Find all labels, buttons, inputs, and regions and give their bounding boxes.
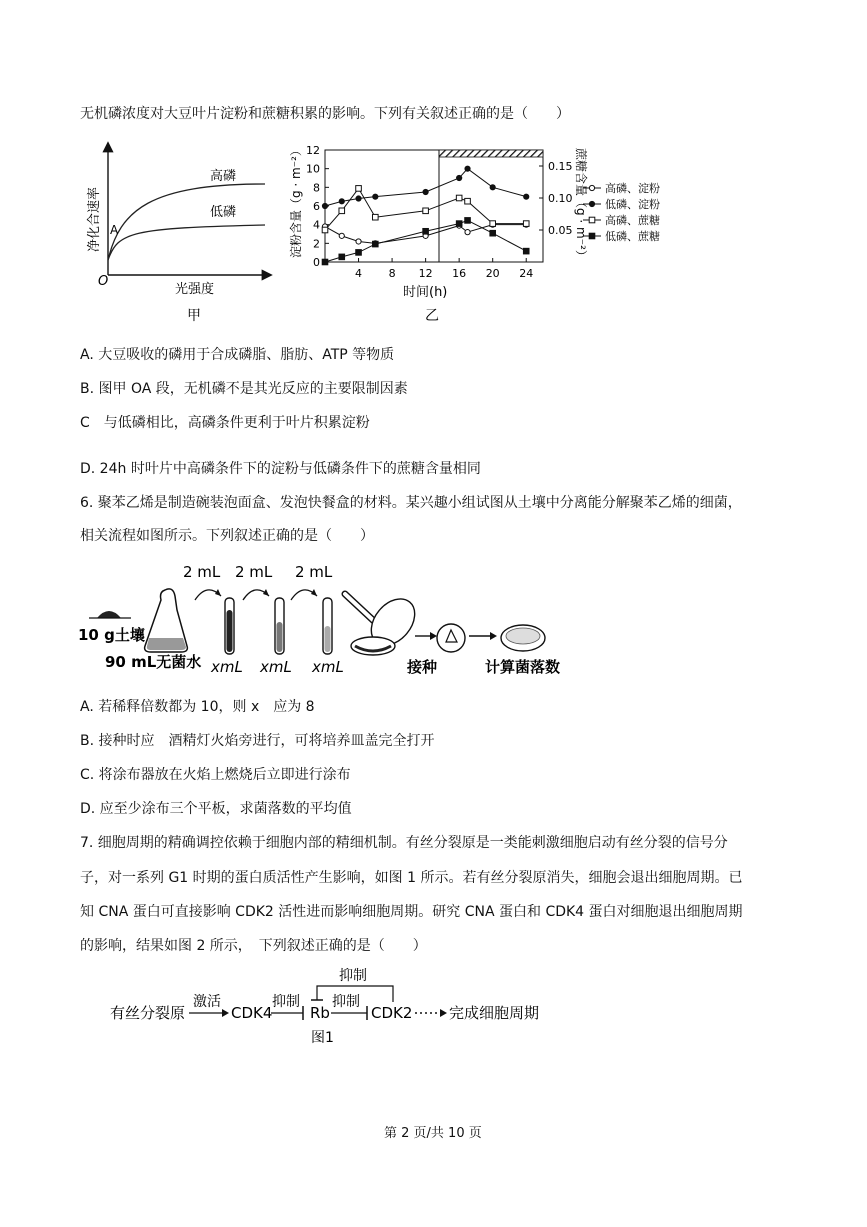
- flask-liquid: [147, 638, 186, 650]
- yi-point-3-1: [339, 254, 345, 260]
- q6-option-b: B. 接种时应 酒精灯火焰旁进行，可将培养皿盖完全打开: [80, 733, 435, 749]
- fig1-label-activate: 激活: [193, 994, 221, 1010]
- jia-high-label: 高磷: [210, 169, 237, 184]
- fig1-dotted-arrow-head: [440, 1009, 447, 1017]
- yi-x-tick-label-0: 4: [355, 267, 363, 280]
- yi-point-3-7: [490, 230, 496, 236]
- yi-point-3-4: [423, 228, 429, 234]
- transfer-label-3: 2 mL: [295, 563, 333, 581]
- transfer-label-1: 2 mL: [183, 563, 221, 581]
- fig1-node-mitogen: 有丝分裂原: [110, 1004, 186, 1022]
- jia-xlabel: 光强度: [175, 282, 215, 297]
- yi-point-2-6: [465, 198, 471, 204]
- yi-legend-label-0: 高磷、淀粉: [605, 182, 660, 195]
- tube-1-liquid: [227, 610, 233, 652]
- q5-stem: 无机磷浓度对大豆叶片淀粉和蔗糖积累的影响。下列有关叙述正确的是（ ）: [80, 106, 570, 122]
- page-footer: 第 2 页/共 10 页: [384, 1126, 482, 1141]
- yi-legend-marker-1: [589, 201, 594, 206]
- q7-line-2: 子，对一系列 G1 时期的蛋白质活性产生影响，如图 1 所示。若有丝分裂原消失，细胞会退出细胞周期。已: [80, 870, 743, 886]
- yi-point-3-5: [456, 221, 462, 227]
- yi-series-line-3: [325, 220, 526, 262]
- yi-left-tick-label-2: 4: [313, 218, 320, 232]
- yi-point-3-6: [465, 218, 471, 224]
- colony-plate-inner: [506, 628, 540, 644]
- yi-caption: 乙: [425, 308, 439, 324]
- yi-point-0-6: [465, 230, 470, 235]
- yi-dark-band: [439, 150, 543, 157]
- yi-point-1-4: [423, 189, 428, 194]
- fig1-node-cdk2: CDK2: [371, 1004, 413, 1022]
- jia-point-a: A: [110, 223, 119, 237]
- q6-stem-line2: 相关流程如图所示。下列叙述正确的是（ ）: [80, 528, 374, 544]
- flow-arrow-1-head: [430, 632, 437, 640]
- yi-ylabel-left: 淀粉含量（g · m⁻²）: [289, 144, 303, 258]
- yi-x-tick-label-5: 24: [519, 267, 534, 280]
- q5-option-a: A. 大豆吸收的磷用于合成磷脂、脂肪、ATP 等物质: [80, 347, 395, 363]
- yi-point-3-8: [523, 248, 529, 254]
- q7-figure-1: [105, 960, 565, 1050]
- yi-point-1-2: [356, 196, 361, 201]
- yi-point-0-2: [356, 239, 361, 244]
- yi-right-tick-label-2: 0.15: [548, 160, 573, 173]
- yi-plot-frame: [325, 150, 543, 262]
- yi-point-1-6: [465, 166, 470, 171]
- yi-left-tick-label-5: 10: [306, 162, 320, 176]
- yi-x-tick-label-3: 16: [452, 267, 467, 280]
- yi-point-0-1: [339, 233, 344, 238]
- fig1-label-inhibit-2: 抑制: [332, 994, 360, 1010]
- jia-low-curve: [108, 225, 265, 260]
- yi-point-2-2: [356, 186, 362, 192]
- spread-plate-icon: [437, 624, 465, 652]
- soil-pile-icon: [97, 611, 121, 618]
- fig1-node-rb: Rb: [310, 1004, 330, 1022]
- yi-right-tick-label-0: 0.05: [548, 224, 573, 237]
- yi-point-3-3: [373, 241, 379, 247]
- tube-label-3: xmL: [312, 658, 344, 676]
- yi-point-2-5: [456, 195, 462, 201]
- yi-x-tick-label-4: 20: [485, 267, 500, 280]
- yi-left-tick-label-6: 12: [306, 144, 320, 157]
- yi-x-tick-label-1: 8: [388, 267, 396, 280]
- yi-left-tick-label-3: 6: [313, 200, 320, 213]
- yi-left-tick-label-4: 8: [313, 181, 320, 195]
- yi-legend-label-3: 低磷、蔗糖: [605, 230, 660, 243]
- yi-point-1-1: [339, 199, 344, 204]
- yi-point-2-3: [373, 214, 379, 220]
- q6-flow-diagram: [75, 560, 575, 680]
- transfer-label-2: 2 mL: [235, 563, 273, 581]
- tube-3-liquid: [325, 626, 331, 652]
- q7-line-1: 7. 细胞周期的精确调控依赖于细胞内部的精细机制。有丝分裂原是一类能刺激细胞启动有丝分裂的信号分: [80, 835, 728, 851]
- yi-right-tick-label-1: 0.10: [548, 192, 573, 205]
- yi-ylabel-right: 蔗糖含量（g · m⁻²）: [574, 148, 588, 262]
- yi-point-1-3: [373, 194, 378, 199]
- yi-legend-label-1: 低磷、淀粉: [605, 198, 660, 211]
- yi-legend-marker-2: [589, 217, 595, 223]
- fig1-label-inhibit-top: 抑制: [339, 968, 367, 984]
- jia-low-label: 低磷: [210, 205, 237, 220]
- fig1-caption: 图1: [311, 1030, 334, 1046]
- yi-point-1-8: [524, 194, 529, 199]
- fig1-node-cdk4: CDK4: [231, 1004, 273, 1022]
- q6-stem-line1: 6. 聚苯乙烯是制造碗装泡面盒、发泡快餐盒的材料。某兴趣小组试图从土壤中分离能分解聚苯乙烯的细菌，: [80, 495, 742, 511]
- yi-legend-label-2: 高磷、蔗糖: [605, 214, 660, 227]
- tube-label-2: xmL: [260, 658, 292, 676]
- yi-point-2-8: [523, 221, 529, 227]
- yi-point-3-2: [356, 250, 362, 256]
- yi-legend-marker-3: [589, 233, 595, 239]
- fig1-activate-arrow-head: [222, 1009, 229, 1017]
- q5-option-b: B. 图甲 OA 段，无机磷不是其光反应的主要限制因素: [80, 381, 408, 397]
- soil-label: 10 g土壤: [78, 626, 145, 644]
- yi-point-2-1: [339, 208, 345, 214]
- yi-point-2-0: [322, 227, 328, 233]
- inoculate-label: 接种: [407, 658, 438, 676]
- count-label: 计算菌落数: [485, 658, 561, 676]
- water-label: 90 mL无菌水: [105, 653, 202, 671]
- q6-option-d: D. 应至少涂布三个平板，求菌落数的平均值: [80, 801, 352, 817]
- q7-line-3: 知 CNA 蛋白可直接影响 CDK2 活性进而影响细胞周期。研究 CNA 蛋白和 CDK4 蛋白对细胞退出细胞周期: [80, 904, 743, 920]
- figure-yi-chart: [285, 140, 675, 325]
- figure-jia: [80, 140, 280, 325]
- jia-ylabel: 净化合速率: [87, 186, 102, 252]
- yi-point-2-7: [490, 221, 496, 227]
- yi-x-tick-label-2: 12: [418, 267, 433, 280]
- yi-point-3-0: [322, 259, 328, 265]
- yi-series-line-1: [325, 169, 526, 206]
- q6-option-c: C. 将涂布器放在火焰上燃烧后立即进行涂布: [80, 767, 351, 783]
- flow-arrow-2-head: [490, 632, 497, 640]
- yi-xlabel: 时间(h): [403, 285, 448, 300]
- jia-origin: O: [98, 274, 109, 289]
- yi-point-1-7: [490, 185, 495, 190]
- tube-label-1: xmL: [211, 658, 243, 676]
- fig1-node-end: 完成细胞周期: [449, 1004, 540, 1022]
- yi-point-2-4: [423, 208, 429, 214]
- fig1-label-inhibit-1: 抑制: [272, 994, 300, 1010]
- q6-option-a: A. 若稀释倍数都为 10，则 x 应为 8: [80, 699, 315, 715]
- tube-2-liquid: [277, 622, 283, 652]
- jia-high-curve: [108, 184, 265, 260]
- yi-left-tick-label-0: 0: [313, 256, 320, 269]
- spreader-handle-inner: [345, 594, 375, 622]
- q5-option-c: C 与低磷相比，高磷条件更利于叶片积累淀粉: [80, 415, 370, 431]
- jia-caption: 甲: [187, 308, 201, 324]
- yi-left-tick-label-1: 2: [313, 237, 320, 251]
- yi-point-1-5: [457, 175, 462, 180]
- yi-legend-marker-0: [589, 185, 594, 190]
- yi-point-1-0: [322, 203, 327, 208]
- q7-line-4: 的影响，结果如图 2 所示， 下列叙述正确的是（ ）: [80, 938, 427, 954]
- q5-option-d: D. 24h 时叶片中高磷条件下的淀粉与低磷条件下的蔗糖含量相同: [80, 461, 481, 477]
